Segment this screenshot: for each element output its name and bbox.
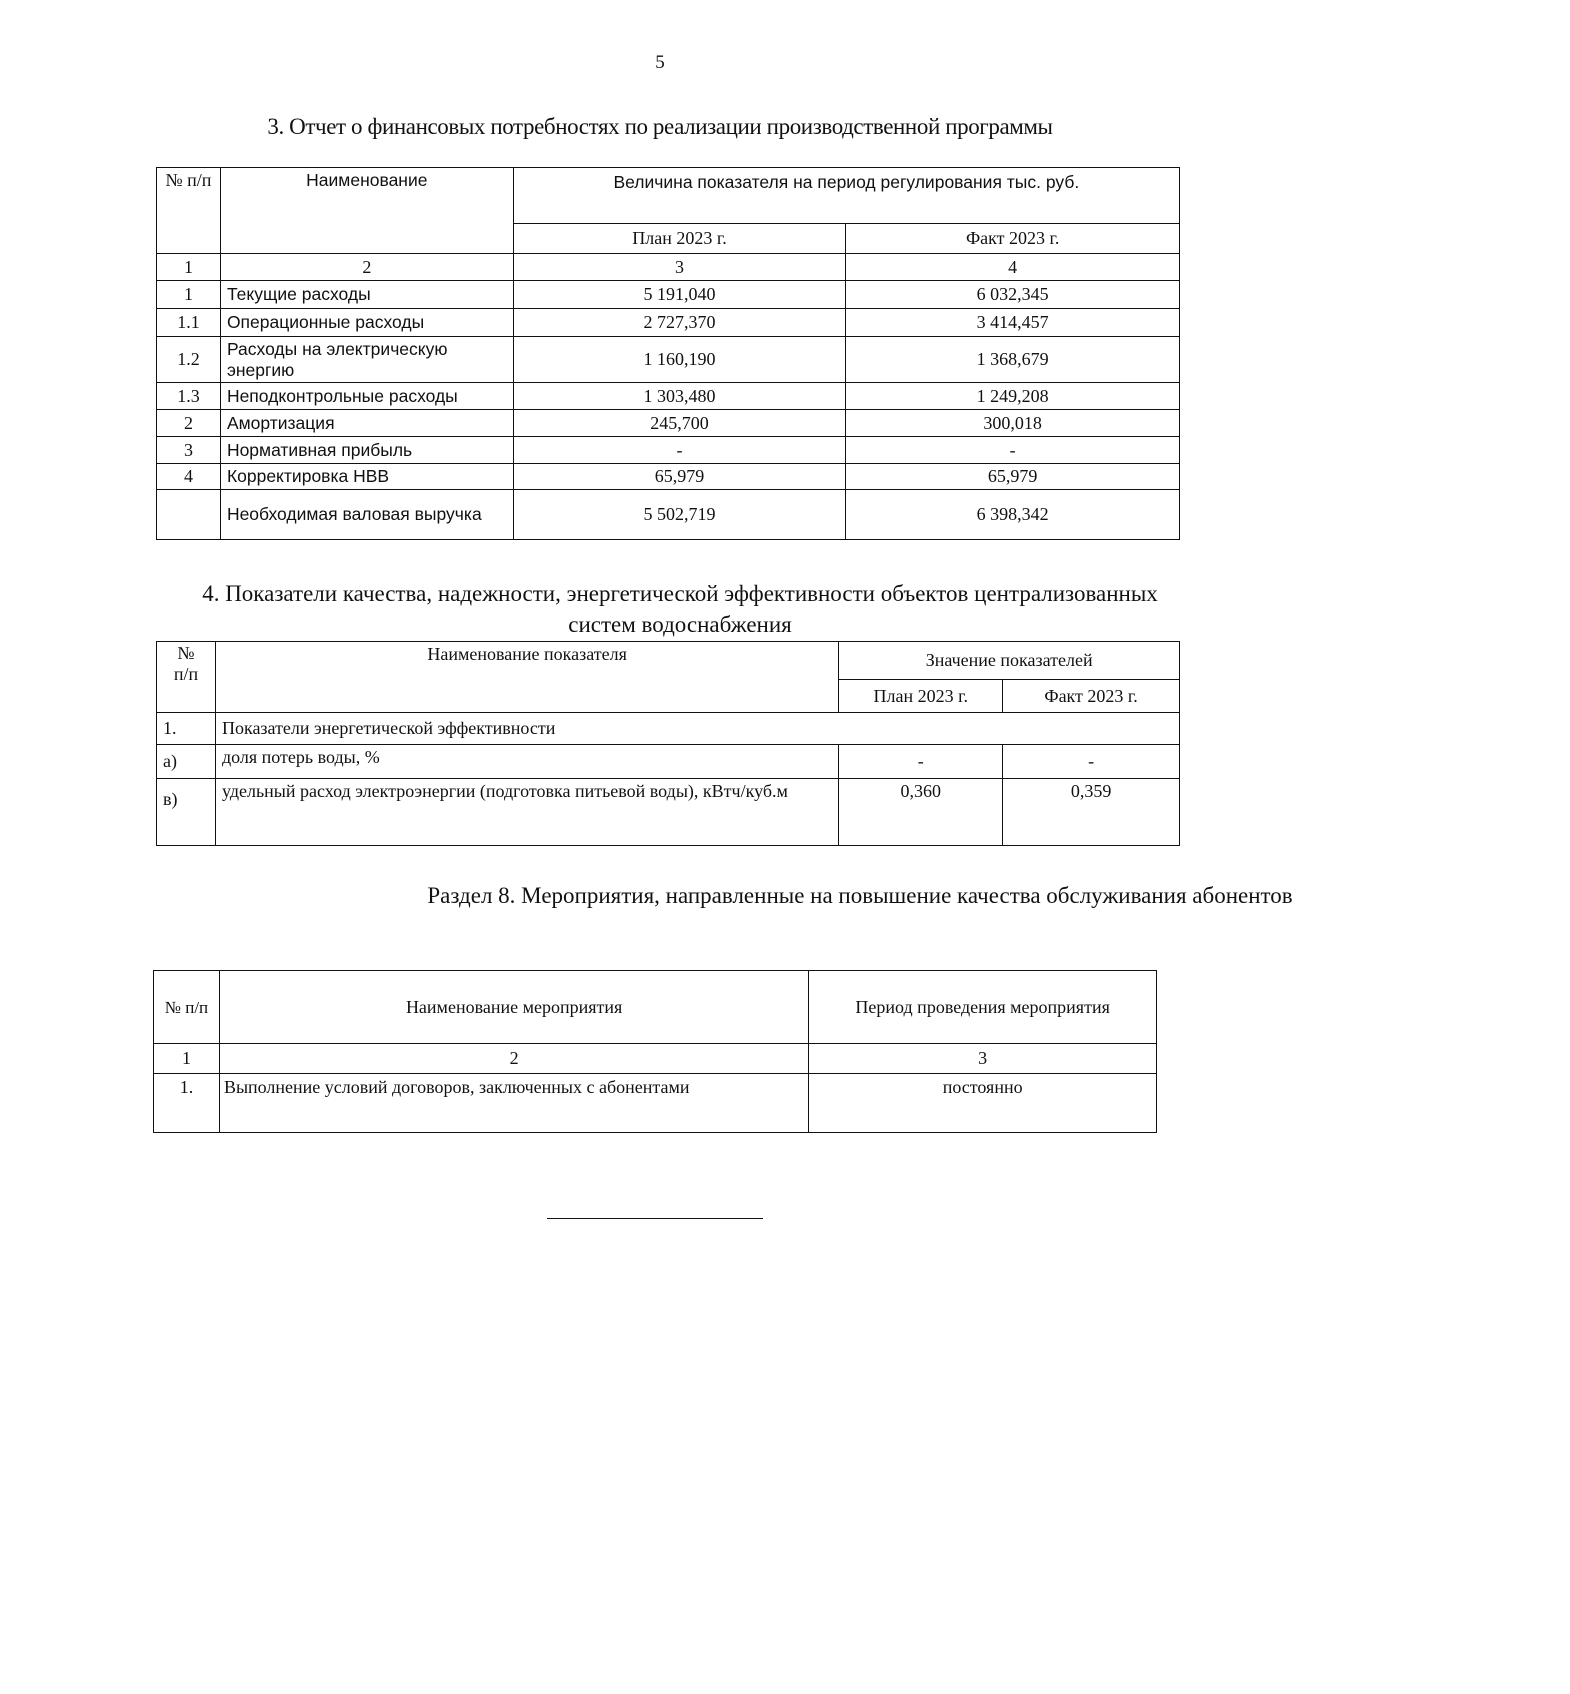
row-num bbox=[157, 490, 221, 540]
table-row bbox=[157, 745, 1180, 779]
table-row bbox=[157, 281, 1180, 309]
row-fact: 6 032,345 bbox=[846, 281, 1180, 309]
row-plan: 1 303,480 bbox=[513, 383, 846, 410]
row-num: 1. bbox=[154, 1074, 220, 1133]
table2-title: 4. Показатели качества, надежности, энергетической эффективности объектов централизованных систем водоснабжения bbox=[202, 581, 1158, 637]
col-number: 1 bbox=[157, 254, 221, 281]
quality-indicators-table bbox=[156, 641, 1180, 846]
col-number: 3 bbox=[809, 1044, 1157, 1074]
row-plan: - bbox=[839, 745, 1003, 779]
header-plan: План 2023 г. bbox=[513, 224, 846, 254]
table3-title: Раздел 8. Мероприятия, направленные на повышение качества обслуживания абонентов bbox=[427, 883, 1293, 908]
header-value-group: Величина показателя на период регулирования тыс. руб. bbox=[513, 168, 1179, 224]
col-number: 1 bbox=[154, 1044, 220, 1074]
row-fact: 0,359 bbox=[1003, 779, 1180, 846]
table-row bbox=[157, 464, 1180, 490]
row-plan: 2 727,370 bbox=[513, 309, 846, 337]
row-plan: 5 502,719 bbox=[513, 490, 846, 540]
row-name: Нормативная прибыль bbox=[220, 437, 513, 464]
end-rule bbox=[547, 1218, 763, 1219]
row-fact: 300,018 bbox=[846, 410, 1180, 437]
row-name: удельный расход электроэнергии (подготовка питьевой воды), кВтч/куб.м bbox=[215, 779, 838, 846]
row-fact: 1 249,208 bbox=[846, 383, 1180, 410]
row-num: 3 bbox=[157, 437, 221, 464]
col-number: 2 bbox=[219, 1044, 808, 1074]
row-plan: 245,700 bbox=[513, 410, 846, 437]
row-name: Корректировка НВВ bbox=[220, 464, 513, 490]
row-name: Текущие расходы bbox=[220, 281, 513, 309]
row-num: в) bbox=[157, 779, 216, 846]
row-fact: - bbox=[846, 437, 1180, 464]
table-row-total bbox=[157, 490, 1180, 540]
row-name: Выполнение условий договоров, заключенных с абонентами bbox=[219, 1074, 808, 1133]
col-number: 2 bbox=[220, 254, 513, 281]
column-numbers-row bbox=[154, 1044, 1157, 1074]
table-row bbox=[157, 779, 1180, 846]
row-name: Расходы на электрическую энергию bbox=[220, 337, 513, 383]
row-period: постоянно bbox=[809, 1074, 1157, 1133]
row-fact: 6 398,342 bbox=[846, 490, 1180, 540]
section-row bbox=[157, 713, 1180, 745]
row-num: 1.3 bbox=[157, 383, 221, 410]
col-number: 3 bbox=[513, 254, 846, 281]
row-name: доля потерь воды, % bbox=[215, 745, 838, 779]
table-row bbox=[157, 437, 1180, 464]
row-num: 1 bbox=[157, 281, 221, 309]
row-plan: 65,979 bbox=[513, 464, 846, 490]
header-plan: План 2023 г. bbox=[839, 680, 1003, 713]
page-number: 5 bbox=[655, 52, 665, 73]
table-row bbox=[157, 383, 1180, 410]
header-num: № п/п bbox=[157, 168, 221, 254]
section-num: 1. bbox=[157, 713, 216, 745]
row-num: а) bbox=[157, 745, 216, 779]
table1-title: 3. Отчет о финансовых потребностях по реализации производственной программы bbox=[267, 114, 1053, 139]
header-value-group: Значение показателей bbox=[839, 642, 1180, 680]
header-num: № п/п bbox=[154, 971, 220, 1044]
table-row bbox=[157, 410, 1180, 437]
row-name: Необходимая валовая выручка bbox=[220, 490, 513, 540]
row-name: Операционные расходы bbox=[220, 309, 513, 337]
column-numbers-row bbox=[157, 254, 1180, 281]
header-num: № п/п bbox=[157, 642, 216, 713]
row-num: 2 bbox=[157, 410, 221, 437]
row-num: 4 bbox=[157, 464, 221, 490]
measures-table bbox=[153, 970, 1157, 1133]
header-fact: Факт 2023 г. bbox=[846, 224, 1180, 254]
row-num: 1.1 bbox=[157, 309, 221, 337]
row-plan: - bbox=[513, 437, 846, 464]
row-fact: 1 368,679 bbox=[846, 337, 1180, 383]
col-number: 4 bbox=[846, 254, 1180, 281]
header-name: Наименование bbox=[220, 168, 513, 254]
header-name: Наименование мероприятия bbox=[219, 971, 808, 1044]
row-name: Амортизация bbox=[220, 410, 513, 437]
row-fact: 3 414,457 bbox=[846, 309, 1180, 337]
row-plan: 5 191,040 bbox=[513, 281, 846, 309]
row-fact: - bbox=[1003, 745, 1180, 779]
header-name: Наименование показателя bbox=[215, 642, 838, 713]
row-fact: 65,979 bbox=[846, 464, 1180, 490]
table-row bbox=[157, 309, 1180, 337]
table-row bbox=[157, 337, 1180, 383]
row-plan: 1 160,190 bbox=[513, 337, 846, 383]
row-num: 1.2 bbox=[157, 337, 221, 383]
row-name: Неподконтрольные расходы bbox=[220, 383, 513, 410]
row-plan: 0,360 bbox=[839, 779, 1003, 846]
financial-needs-table bbox=[156, 167, 1180, 540]
section-name: Показатели энергетической эффективности bbox=[215, 713, 1179, 745]
header-period: Период проведения мероприятия bbox=[809, 971, 1157, 1044]
table-row bbox=[154, 1074, 1157, 1133]
header-fact: Факт 2023 г. bbox=[1003, 680, 1180, 713]
